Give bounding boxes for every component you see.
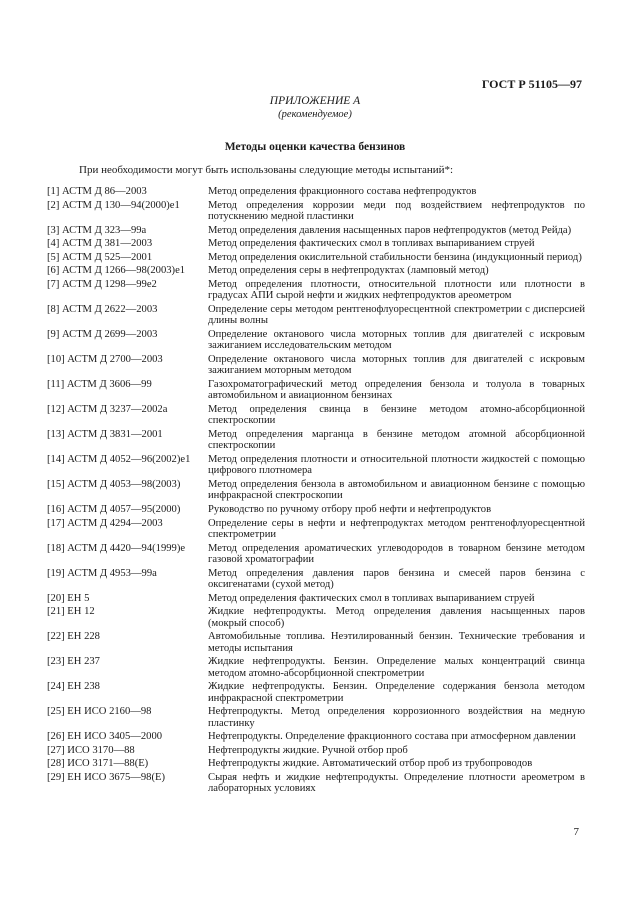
reference-description: Метод определения давления насыщенных паров нефтепродуктов (метод Рейда) — [208, 224, 572, 236]
reference-code: [14] АСТМ Д 4052—96(2002)е1 — [47, 453, 191, 465]
reference-item — [47, 593, 585, 604]
section-title: Методы оценки качества бензинов — [224, 141, 406, 153]
reference-code: [3] АСТМ Д 323—99а — [47, 224, 147, 236]
reference-item — [47, 186, 585, 197]
reference-code: [7] АСТМ Д 1298—99е2 — [47, 278, 157, 290]
reference-description: Определение серы методом рентгенофлуоресцентной спектрометрии с дисперсией длины волны — [208, 303, 585, 327]
reference-code: [17] АСТМ Д 4294—2003 — [47, 517, 163, 529]
reference-description: Метод определения ароматических углеводородов в товарном бензине методом газовой хроматографии — [208, 542, 585, 565]
reference-code: [16] АСТМ Д 4057—95(2000) — [47, 503, 181, 515]
reference-description: Метод определения коррозии меди под воздействием нефтепродуктов по потускнению медной пластинки — [208, 199, 585, 222]
reference-code: [5] АСТМ Д 525—2001 — [47, 251, 153, 263]
page-number: 7 — [573, 826, 579, 838]
reference-item — [47, 772, 585, 795]
reference-code: [8] АСТМ Д 2622—2003 — [47, 303, 158, 315]
reference-code: [24] ЕН 238 — [47, 681, 100, 693]
reference-description: Метод определения фактических смол в топливах выпариванием струей — [208, 238, 535, 250]
reference-description: Метод определения окислительной стабильности бензина (индукционный период) — [208, 251, 582, 263]
reference-code: [22] ЕН 228 — [47, 631, 100, 643]
reference-description: Сырая нефть и жидкие нефтепродукты. Определение плотности ареометром в лабораторных условиях — [208, 771, 585, 795]
reference-description: Определение серы в нефти и нефтепродуктах методом рентгенофлуоресцентной спектрометрии — [208, 517, 585, 540]
reference-code: [9] АСТМ Д 2699—2003 — [47, 328, 158, 340]
reference-code: [25] ЕН ИСО 2160—98 — [47, 706, 152, 718]
reference-code: [18] АСТМ Д 4420—94(1999)е — [47, 542, 186, 554]
reference-code: [26] ЕН ИСО 3405—2000 — [47, 731, 163, 743]
reference-description: Нефтепродукты жидкие. Автоматический отбор проб из трубопроводов — [208, 758, 533, 770]
reference-item — [47, 454, 585, 477]
reference-code: [15] АСТМ Д 4053—98(2003) — [47, 478, 181, 490]
reference-code: [11] АСТМ Д 3606—99 — [47, 378, 152, 390]
reference-description: Метод определения фракционного состава нефтепродуктов — [208, 186, 477, 197]
appendix-title: ПРИЛОЖЕНИЕ А — [269, 95, 361, 107]
reference-item — [47, 200, 585, 223]
reference-code: [6] АСТМ Д 1266—98(2003)е1 — [47, 265, 186, 277]
reference-item — [47, 429, 585, 452]
reference-item — [47, 354, 585, 377]
reference-description: Метод определения свинца в бензине методом атомно-абсорбционной спектроскопии — [208, 403, 585, 427]
reference-item — [47, 606, 585, 629]
reference-code: [12] АСТМ Д 3237—2002а — [47, 403, 168, 415]
reference-item — [47, 265, 585, 276]
appendix-heading — [0, 95, 630, 121]
appendix-subtitle: (рекомендуемое) — [278, 109, 352, 120]
reference-list — [47, 186, 585, 797]
reference-item — [47, 681, 585, 704]
reference-item — [47, 543, 585, 566]
reference-description: Метод определения серы в нефтепродуктах (ламповый метод) — [208, 265, 489, 277]
document-code: ГОСТ Р 51105—97 — [481, 77, 582, 91]
reference-item — [47, 656, 585, 679]
reference-code: [21] ЕН 12 — [47, 606, 95, 618]
reference-item — [47, 568, 585, 591]
reference-code: [29] ЕН ИСО 3675—98(Е) — [47, 771, 165, 783]
reference-description: Метод определения фактических смол в топливах выпариванием струей — [208, 592, 535, 604]
reference-item — [47, 225, 585, 236]
reference-code: [19] АСТМ Д 4953—99а — [47, 567, 157, 579]
reference-description: Метод определения давления паров бензина и смесей паров бензина с оксигенатами (сухой метод) — [208, 567, 585, 590]
reference-description: Газохроматографический метод определения бензола и толуола в товарных автомобильном и авиационном бензинах — [208, 378, 585, 402]
reference-item — [47, 329, 585, 352]
reference-description: Нефтепродукты. Определение фракционного состава при атмосферном давлении — [208, 731, 576, 743]
reference-description: Определение октанового числа моторных топлив для двигателей с искровым зажиганием моторным методом — [208, 353, 585, 377]
reference-item — [47, 304, 585, 327]
intro-text: При необходимости могут быть использованы следующие методы испытаний*: — [79, 164, 454, 176]
reference-item — [47, 479, 585, 502]
reference-code: [20] ЕН 5 — [47, 592, 90, 604]
reference-code: [1] АСТМ Д 86—2003 — [47, 186, 147, 197]
reference-item — [47, 745, 585, 756]
reference-description: Руководство по ручному отбору проб нефти и нефтепродуктов — [208, 503, 492, 515]
reference-code: [4] АСТМ Д 381—2003 — [47, 238, 153, 250]
reference-description: Метод определения плотности, относительной плотности или плотности в градусах АПИ сырой нефти и жидких нефтепродуктов ареометром — [208, 278, 585, 302]
reference-description: Метод определения марганца в бензине методом атомной абсорбционной спектроскопии — [208, 428, 585, 452]
reference-item — [47, 252, 585, 263]
reference-code: [13] АСТМ Д 3831—2001 — [47, 428, 163, 440]
reference-code: [23] ЕН 237 — [47, 656, 100, 668]
reference-item — [47, 758, 585, 769]
reference-description: Метод определения бензола в автомобильном и авиационном бензине с помощью инфракрасной спектроскопии — [208, 478, 585, 502]
reference-description: Жидкие нефтепродукты. Метод определения давления насыщенных паров (мокрый способ) — [208, 606, 585, 629]
reference-item — [47, 631, 585, 654]
reference-description: Автомобильные топлива. Неэтилированный бензин. Технические требования и методы испытания — [208, 631, 585, 654]
reference-item — [47, 379, 585, 402]
reference-description: Метод определения плотности и относительной плотности жидкостей с помощью цифрового плотномера — [208, 453, 585, 477]
reference-description: Жидкие нефтепродукты. Бензин. Определение содержания бензола методом инфракрасной спектрометрии — [208, 681, 585, 704]
reference-item — [47, 706, 585, 729]
reference-description: Определение октанового числа моторных топлив для двигателей с искровым зажиганием исследовательским методом — [208, 328, 585, 352]
reference-description: Жидкие нефтепродукты. Бензин. Определение малых концентраций свинца методом атомно-абсорбционной спектрометрии — [208, 656, 585, 679]
reference-description: Нефтепродукты. Метод определения коррозионного воздействия на медную пластинку — [208, 706, 585, 729]
reference-item — [47, 518, 585, 541]
reference-item — [47, 404, 585, 427]
reference-item — [47, 731, 585, 742]
reference-item — [47, 279, 585, 302]
reference-item — [47, 238, 585, 249]
reference-code: [28] ИСО 3171—88(Е) — [47, 758, 149, 770]
reference-code: [10] АСТМ Д 2700—2003 — [47, 353, 163, 365]
reference-item — [47, 504, 585, 515]
reference-code: [27] ИСО 3170—88 — [47, 744, 135, 756]
reference-code: [2] АСТМ Д 130—94(2000)е1 — [47, 199, 180, 211]
reference-description: Нефтепродукты жидкие. Ручной отбор проб — [208, 744, 408, 756]
